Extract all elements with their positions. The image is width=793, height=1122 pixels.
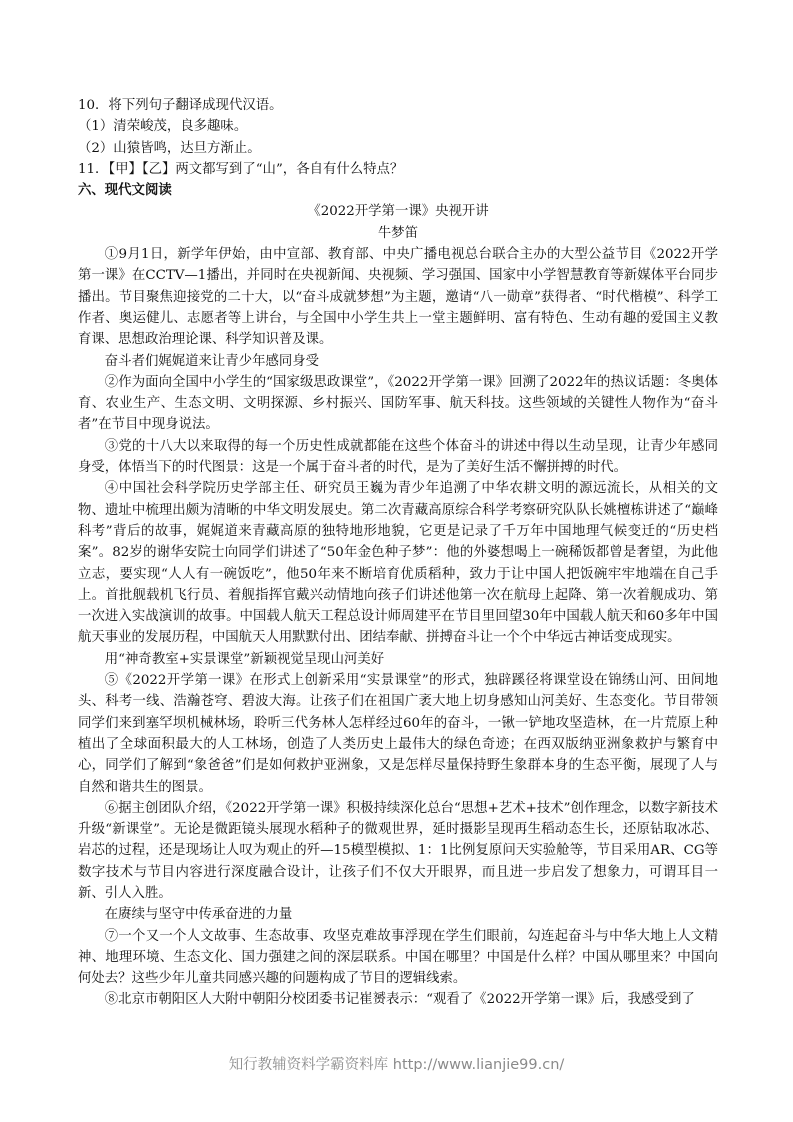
section-title: 六、现代文阅读 — [78, 183, 172, 199]
question-11: 11．【甲】【乙】两文都写到了“山”，各自有什么特点？ — [78, 161, 404, 177]
question-10-part-1: （1）清荣峻茂，良多趣味。 — [78, 119, 248, 135]
article-title: 《2022开学第一课》央视开讲 — [307, 204, 489, 220]
question-10-part-2: （2）山猿皆鸣，达旦方渐止。 — [78, 140, 261, 156]
paragraph-2: ②作为面向全国中小学生的“国家级思政课堂”，《2022开学第一课》回溯了2022年的热议话题：冬奥体育、农业生产、生态文明、文明探源、乡村振兴、国防军事、航天科技。这些领域的关键性人物作为“奋斗者”在节目中现身说法。 — [78, 374, 718, 433]
subheading-3: 在赓续与坚守中传承奋进的力量 — [104, 907, 293, 923]
paragraph-6: ⑥据主创团队介绍，《2022开学第一课》积极持续深化总台“思想+艺术+技术”创作理念，以数字新技术升级“新课堂”。无论是微距镜头展现水稻种子的微观世界，延时摄影呈现再生稻动态生长，还原钻取冰芯、岩芯的过程，还是现场让人叹为观止的歼—15模型模拟、1：1比例复原问天实验舱等，节目采用AR、CG等数字技术与节目内容进行深度融合设计，让孩子们不仅大开眼界，而且进一步启发了想象力，可谓耳目一新、引人入胜。 — [78, 800, 718, 901]
paragraph-3: ③党的十八大以来取得的每一个历史性成就都能在这些个体奋斗的讲述中得以生动呈现，让青少年感同身受，体悟当下的时代图景：这是一个属于奋斗者的时代，是为了美好生活不懈拼搏的时代。 — [78, 438, 718, 476]
article-author: 牛梦笛 — [377, 225, 419, 241]
question-10: 10．将下列句子翻译成现代汉语。 — [78, 98, 283, 113]
paragraph-8: ⑧北京市朝阳区人大附中朝阳分校团委书记崔赟表示：“观看了《2022开学第一课》后，我感受到了 — [104, 992, 695, 1008]
subheading-2: 用“神奇教室+实景课堂”新颖视觉呈现山河美好 — [104, 651, 385, 667]
footer-watermark: 知行教辅资料学霸资料库 http://www.lianjie99.cn/ — [228, 1057, 565, 1073]
paragraph-5: ⑤《2022开学第一课》在形式上创新采用“实景课堂”的形式，独辟蹊径将课堂设在锦绣山河、田间地头、科考一线、浩瀚苍穹、碧波大海。让孩子们在祖国广袤大地上切身感知山河美好、生态变化。节目带领同学们来到塞罕坝机械林场，聆听三代务林人怎样经过60年的奋斗，一锹一铲地攻坚造林，在一片荒原上种植出了全球面积最大的人工林场，创造了人类历史上最伟大的绿色奇迹；在西双版纳亚洲象救护与繁育中心，同学们了解到“象爸爸”们是如何救护亚洲象，又是怎样尽量保持野生象群本身的生态平衡，展现了人与自然和谐共生的图景。 — [78, 673, 718, 795]
document-body — [78, 95, 718, 1011]
paragraph-7: ⑦一个又一个人文故事、生态故事、攻坚克难故事浮现在学生们眼前，勾连起奋斗与中华大地上人文精神、地理环境、生态文化、国力强建之间的深层联系。中国在哪里？中国是什么样？中国从哪里来？中国向何处去？这些少年儿童共同感兴趣的问题构成了节目的逻辑线索。 — [78, 928, 718, 987]
paragraph-4: ④中国社会科学院历史学部主任、研究员王巍为青少年追溯了中华农耕文明的源远流长，从相关的文物、遗址中梳理出颇为清晰的中华文明发展史。第二次青藏高原综合科学考察研究队队长姚檀栋讲述了“巅峰科考”背后的故事，娓娓道来青藏高原的独特地形地貌，它更是记录了千万年中国地理气候变迁的“历史档案”。82岁的谢华安院士向同学们讲述了“50年金色种子梦”：他的外婆想喝上一碗稀饭都曾是奢望，为此他立志，要实现“人人有一碗饭吃”，他50年来不断培育优质稻种，致力于让中国人把饭碗牢牢地端在自己手上。首批舰载机飞行员、着舰指挥官戴兴动情地向孩子们讲述他第一次在航母上起降、第一次着舰成功、第一次进入实战演训的故事。中国载人航天工程总设计师周建平在节目里回望30年中国载人航天和60多年中国航天事业的发展历程，中国航天人用默默付出、团结奉献、拼搏奋斗让一个个中华远古神话变成现实。 — [78, 481, 718, 646]
subheading-1: 奋斗者们娓娓道来让青少年感同身受 — [104, 353, 320, 369]
paragraph-1: ①9月1日，新学年伊始，由中宣部、教育部、中央广播电视总台联合主办的大型公益节目《2022开学第一课》在CCTV—1播出，并同时在央视新闻、央视频、学习强国、国家中小学智慧教育等新媒体平台同步播出。节目聚焦迎接党的二十大，以“奋斗成就梦想”为主题，邀请“八一勋章”获得者、“时代楷模”、科学工作者、奥运健儿、志愿者等上讲台，与全国中小学生共上一堂主题鲜明、富有特色、生动有趣的爱国主义教育课、思想政治理论课、科学知识普及课。 — [78, 247, 718, 348]
